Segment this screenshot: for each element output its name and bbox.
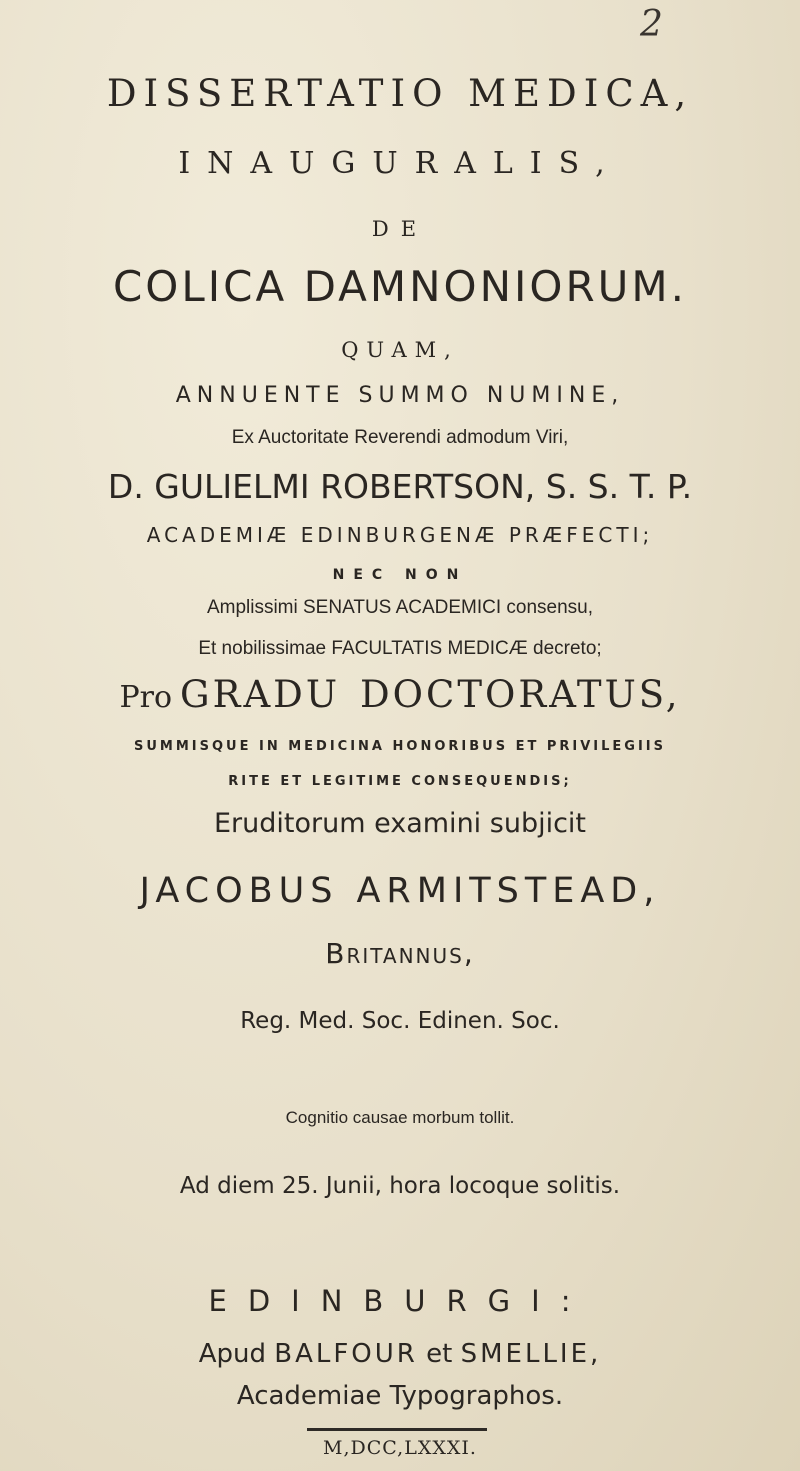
divider-rule (307, 1428, 487, 1431)
et-word: et (426, 1339, 453, 1369)
date-line: Ad diem 25. Junii, hora locoque solitis. (179, 1173, 621, 1199)
city-line: EDINBURGI: (208, 1284, 592, 1318)
typographos-line: Academiae Typographos. (236, 1381, 564, 1411)
title-dissertatio: DISSERTATIO MEDICA, (106, 72, 694, 115)
ex-auctoritate-line: Ex Auctoritate Reverendi admodum Viri, (231, 427, 569, 448)
annuente-line: ANNUENTE SUMMO NUMINE, (175, 383, 625, 408)
title-inauguralis: INAUGURALIS, (178, 146, 622, 181)
title-subject: COLICA DAMNONIORUM. (112, 262, 687, 311)
printers-line (0, 1339, 800, 1369)
summisque-line: SUMMISQUE IN MEDICINA HONORIBUS ET PRIVILEGIIS (133, 739, 667, 754)
gradu-line (0, 673, 800, 716)
author-name (0, 871, 800, 911)
praefectus-name: D. GULIELMI ROBERTSON, S. S. T. P. (107, 467, 693, 506)
pro-word: Pro (119, 680, 173, 715)
title-de: DE (371, 217, 429, 241)
quam-line: QUAM, (341, 338, 459, 362)
eruditorum-line: Eruditorum examini subjicit (213, 808, 587, 839)
doctoratus-word: DOCTORATUS, (360, 673, 681, 716)
nationality-line: Britannus, (325, 937, 475, 970)
senatus-line: Amplissimi SENATUS ACADEMICI consensu, (206, 597, 594, 618)
apud-word: Apud (198, 1339, 266, 1369)
imprint-year: M,DCC,LXXXI. (323, 1437, 477, 1459)
rite-line: RITE ET LEGITIME CONSEQUENDIS; (228, 774, 572, 789)
author-first-name: JACOBUS (139, 871, 339, 911)
printer-balfour: BALFOUR (274, 1339, 418, 1369)
nec-non-line: NEC NON (332, 567, 468, 583)
gradu-word: GRADU (180, 673, 341, 716)
facultatis-line: Et nobilissimae FACULTATIS MEDICÆ decreto; (198, 638, 602, 659)
author-last-name: ARMITSTEAD, (356, 871, 661, 911)
corner-mark: 2 (640, 4, 663, 45)
academiae-line: ACADEMIÆ EDINBURGENÆ PRÆFECTI; (146, 523, 654, 547)
motto-line: Cognitio causae morbum tollit. (285, 1108, 515, 1127)
printer-smellie: SMELLIE, (460, 1339, 602, 1369)
societies-line: Reg. Med. Soc. Edinen. Soc. (240, 1008, 560, 1034)
